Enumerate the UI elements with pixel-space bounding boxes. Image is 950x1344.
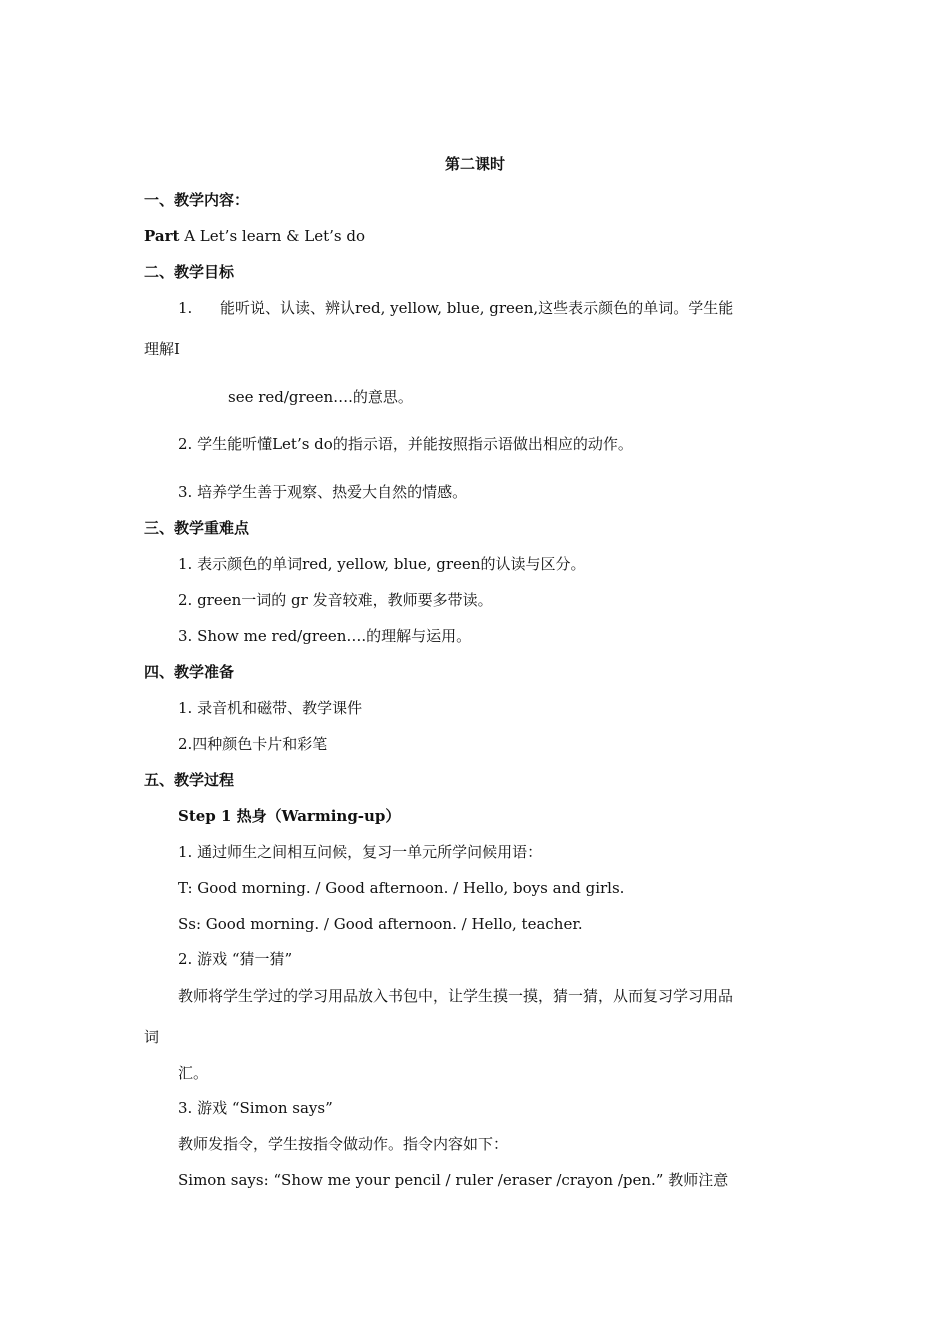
simon-says-intro: 教师发指令，学生按指令做动作。指令内容如下： — [178, 1135, 509, 1153]
part-label: Part — [144, 227, 180, 245]
objective-2: 2. 学生能听懂Let’s do的指示语，并能按照指示语做出相应的动作。 — [178, 435, 633, 453]
dialogue-students: Ss: Good morning. / Good afternoon. / Hello, teacher. — [178, 915, 583, 933]
section-heading-content: 一、教学内容： — [144, 191, 250, 209]
game-guess-description-cont-2: 汇。 — [178, 1064, 209, 1082]
key-point-2: 2. green一词的 gr 发音较难，教师要多带读。 — [178, 591, 493, 609]
section-heading-preparation: 四、教学准备 — [144, 663, 235, 681]
simon-says-command: Simon says: “Show me your pencil / ruler /eraser /crayon /pen.” 教师注意 — [178, 1171, 729, 1189]
step-1-heading: Step 1 热身（Warming-up） — [178, 807, 401, 825]
key-point-1: 1. 表示颜色的单词red, yellow, blue, green的认读与区分。 — [178, 555, 586, 573]
key-point-3: 3. Show me red/green….的理解与运用。 — [178, 627, 472, 645]
objective-1-continued: 理解I — [144, 340, 180, 358]
dialogue-teacher: T: Good morning. / Good afternoon. / Hello, boys and girls. — [178, 879, 625, 897]
game-guess: 2. 游戏 “猜一猜” — [178, 950, 293, 968]
lesson-part-line — [144, 226, 365, 246]
objective-3: 3. 培养学生善于观察、热爱大自然的情感。 — [178, 483, 468, 501]
section-heading-objectives: 二、教学目标 — [144, 263, 235, 281]
section-heading-key-points: 三、教学重难点 — [144, 519, 250, 537]
procedure-line-1: 1. 通过师生之间相互问候，复习一单元所学问候用语： — [178, 843, 543, 861]
game-guess-description: 教师将学生学过的学习用品放入书包中，让学生摸一摸，猜一猜，从而复习学习用品 — [178, 987, 734, 1005]
game-simon-says: 3. 游戏 “Simon says” — [178, 1099, 333, 1117]
preparation-1: 1. 录音机和磁带、教学课件 — [178, 699, 363, 717]
part-title: A Let’s learn & Let’s do — [179, 227, 365, 245]
section-heading-procedure: 五、教学过程 — [144, 771, 235, 789]
page-title: 第二课时 — [444, 155, 505, 173]
preparation-2: 2.四种颜色卡片和彩笔 — [178, 735, 328, 753]
objective-1-text: 能听说、认读、辨认red, yellow, blue, green,这些表示颜色的单词。学生能 — [220, 299, 734, 317]
objective-1-number: 1. — [178, 299, 193, 317]
objective-1-continued-2: see red/green….的意思。 — [228, 388, 413, 406]
game-guess-description-cont: 词 — [144, 1028, 160, 1046]
